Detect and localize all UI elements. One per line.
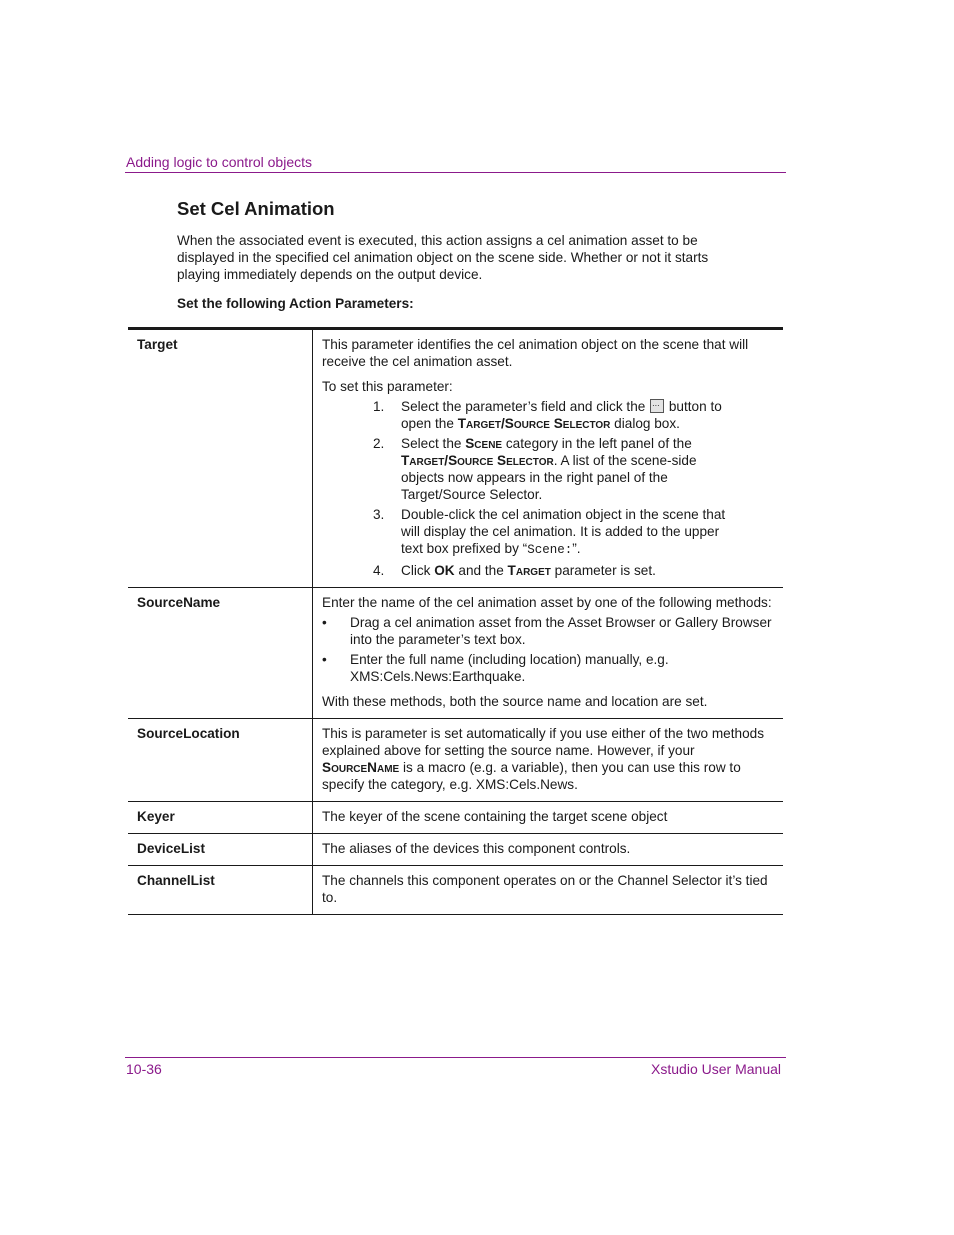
step-text: Click [401, 563, 435, 578]
param-name: SourceName [128, 588, 313, 719]
parameters-subheading: Set the following Action Parameters: [177, 296, 414, 311]
param-name: ChannelList [128, 866, 313, 915]
step-text: . A list of the scene-side objects now appears in the right panel of the Target/Source Selector. [401, 453, 697, 502]
table-row [128, 719, 783, 802]
list-item [322, 651, 773, 685]
bullet-icon: • [322, 615, 327, 630]
ui-term: SourceName [322, 760, 400, 775]
ui-term: Target/Source Selector [401, 453, 554, 468]
param-name: Target [128, 329, 313, 588]
step-text: Double-click the cel animation object in the scene that will display the cel animation. It is added to the upper text box prefixed by “ [401, 507, 726, 556]
param-name: DeviceList [128, 834, 313, 866]
param-text: To set this parameter: [322, 379, 453, 394]
header-rule [125, 172, 786, 173]
step-text: Select the [401, 436, 466, 451]
param-description [313, 588, 784, 719]
param-name: SourceLocation [128, 719, 313, 802]
table-row [128, 866, 783, 915]
step-number: 1. [373, 399, 385, 414]
ui-term: OK [434, 563, 455, 578]
bullet-text: Drag a cel animation asset from the Asset Browser or Gallery Browser into the parameter’s text box. [350, 615, 772, 647]
table-row [128, 802, 783, 834]
footer-rule [125, 1057, 786, 1058]
step-number: 2. [373, 436, 385, 451]
step-text: and the [454, 563, 508, 578]
manual-title: Xstudio User Manual [651, 1061, 781, 1077]
step-text: category in the left panel of the [502, 436, 692, 451]
step-text: dialog box. [610, 416, 680, 431]
running-header: Adding logic to control objects [126, 154, 312, 170]
table-row [128, 588, 783, 719]
param-description [313, 719, 784, 802]
param-text: With these methods, both the source name and location are set. [322, 694, 708, 709]
param-text: Enter the name of the cel animation asset by one of the following methods: [322, 595, 772, 610]
table-row [128, 329, 783, 588]
param-text-part: This is parameter is set automatically if you use either of the two methods explained above for setting the source name. However, if your [322, 726, 764, 758]
bullet-icon: • [322, 652, 327, 667]
param-description: The keyer of the scene containing the target scene object [313, 802, 784, 834]
intro-paragraph: When the associated event is executed, this action assigns a cel animation asset to be displayed in the specified cel animation object on the scene side. Whether or not it starts playing immediately depends on the output device. [177, 233, 709, 282]
step-text: ”. [572, 541, 581, 556]
section-title: Set Cel Animation [177, 198, 335, 219]
code-text: Scene: [527, 543, 573, 557]
list-item [322, 614, 773, 648]
param-description: The channels this component operates on or the Channel Selector it’s tied to. [313, 866, 784, 915]
param-description: The aliases of the devices this component controls. [313, 834, 784, 866]
parameters-table [128, 327, 783, 915]
ui-term: Target [507, 563, 551, 578]
page-number: 10-36 [126, 1061, 162, 1077]
step-text: parameter is set. [550, 563, 656, 578]
list-item [322, 562, 731, 579]
step-number: 4. [373, 563, 385, 578]
ellipsis-button-icon [650, 399, 664, 413]
param-description [313, 329, 784, 588]
steps-list [322, 398, 773, 579]
param-name: Keyer [128, 802, 313, 834]
param-text: This parameter identifies the cel animation object on the scene that will receive the cel animation asset. [322, 337, 749, 369]
list-item [322, 398, 731, 432]
step-number: 3. [373, 507, 385, 522]
bullet-text: Enter the full name (including location) manually, e.g. XMS:Cels.News:Earthquake. [350, 652, 669, 684]
list-item [322, 435, 731, 503]
step-text: button to open the [401, 399, 722, 431]
param-text [322, 725, 773, 793]
bullet-list [322, 614, 773, 685]
param-text-part: is a macro (e.g. a variable), then you can use this row to specify the category, e.g. XMS:Cels.News. [322, 760, 741, 792]
list-item [322, 506, 731, 559]
ui-term: Scene [465, 436, 503, 451]
step-text: Select the parameter’s field and click the [401, 399, 650, 414]
table-row [128, 834, 783, 866]
ui-term: Target/Source Selector [457, 416, 611, 431]
